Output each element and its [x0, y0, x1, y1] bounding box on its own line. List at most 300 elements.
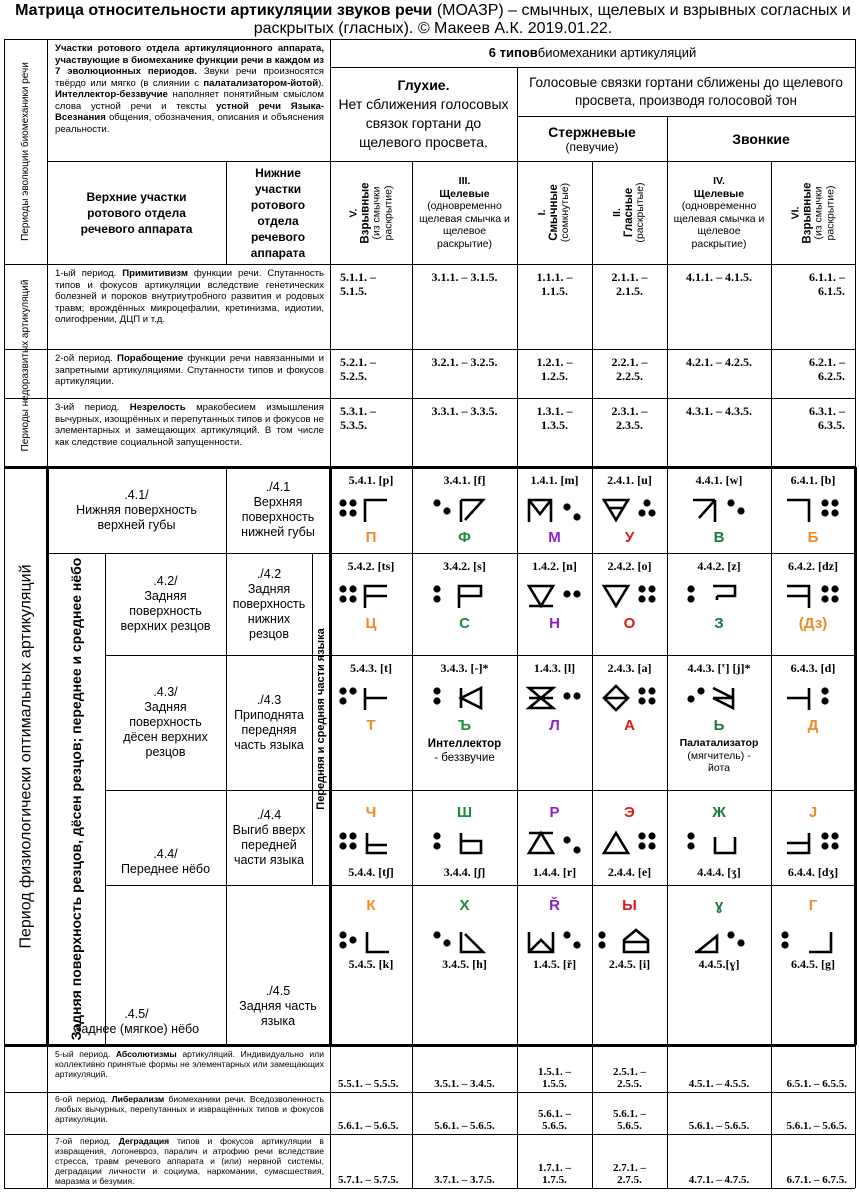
period-code: 2.7.1. – 2.7.5. — [613, 1162, 646, 1186]
articulation-cell — [412, 655, 517, 790]
lower-zone-1 — [226, 467, 330, 553]
period-code-cell — [412, 1134, 517, 1188]
type-sub: (раскрытые) — [634, 182, 647, 243]
articulation-dot — [433, 499, 440, 506]
period-name: Примитивизм — [122, 268, 188, 279]
articulation-dot — [443, 939, 450, 946]
zone-code: .4.1/ — [124, 487, 149, 502]
side-label-underdev: Периоды недоразвитых артикуляций — [19, 279, 31, 452]
articulation-dot — [433, 931, 440, 938]
period-number: 5-ый период. — [55, 1049, 116, 1059]
articulation-dot — [563, 503, 570, 510]
articulation-code: 5.4.1. [p] — [348, 473, 394, 487]
articulation-dot — [598, 931, 605, 938]
period-code-cell — [592, 349, 667, 398]
articulation-symbol — [433, 685, 497, 713]
articulation-glyph — [604, 586, 628, 606]
period-code: 6.2.1. – 6.2.5. — [809, 355, 845, 383]
articulation-code: 3.4.4. [ʃ] — [443, 865, 486, 879]
bottom-period-3 — [47, 1134, 330, 1188]
period-code-cell — [592, 1134, 667, 1188]
articulation-letter: Э — [624, 804, 635, 821]
articulation-dot — [433, 585, 440, 592]
articulation-glyph — [529, 688, 553, 708]
articulation-glyph — [787, 500, 809, 522]
articulation-glyph — [787, 586, 809, 608]
type-header-4 — [592, 161, 667, 264]
articulation-dot — [831, 509, 838, 516]
period-code: 5.6.1. – 5.6.5. — [688, 1120, 750, 1132]
articulation-dot — [339, 687, 346, 694]
articulation-dot — [349, 509, 356, 516]
period-code: 4.7.1. – 4.7.5. — [688, 1174, 750, 1186]
articulation-letter: Р — [549, 804, 560, 821]
upper-zone-4 — [105, 790, 226, 885]
articulation-symbol — [598, 830, 662, 858]
period-name: Абсолютизмы — [115, 1049, 177, 1059]
articulation-cell — [771, 467, 855, 553]
articulation-glyph — [787, 833, 809, 853]
articulation-glyph — [529, 500, 551, 522]
period-code: 1.1.1. – 1.1.5. — [536, 270, 573, 298]
articulation-code: 6.4.1. [b] — [790, 473, 836, 487]
articulation-cell — [330, 790, 412, 885]
articulation-symbol — [781, 497, 845, 525]
period-code: 5.2.1. – 5.2.5. — [340, 355, 376, 383]
articulation-code: 1.4.5. [ř] — [532, 957, 577, 971]
upper-zone-3 — [105, 655, 226, 790]
articulation-letter: Ч — [365, 804, 377, 821]
period-name: Порабощение — [117, 353, 184, 364]
type-num: IV. — [713, 175, 725, 187]
upper-zone-2 — [105, 553, 226, 655]
period-code: 6.7.1. – 6.7.5. — [786, 1174, 847, 1186]
articulation-dot — [737, 507, 744, 514]
period-code-cell — [667, 1092, 771, 1134]
side-label-underdev-cell — [4, 264, 47, 467]
articulation-glyph — [459, 586, 481, 608]
six-types-bold: 6 типов — [488, 45, 538, 60]
period-number: 2-ой период. — [55, 353, 118, 364]
articulation-letter: О — [623, 615, 636, 632]
six-types-header — [330, 39, 855, 67]
lower-zone-5 — [226, 885, 330, 1045]
period-code-cell — [771, 349, 855, 398]
articulation-symbol — [781, 583, 845, 611]
articulation-glyph — [529, 932, 553, 952]
articulation-dot — [349, 936, 356, 943]
articulation-symbol — [781, 830, 845, 858]
period-code-cell — [771, 264, 855, 349]
articulation-code: 1.4.3. [l] — [533, 661, 576, 675]
articulation-dot — [349, 595, 356, 602]
period-code-cell — [771, 1134, 855, 1188]
articulation-dot — [638, 697, 645, 704]
intro-cell — [47, 39, 330, 161]
articulation-symbol — [339, 497, 403, 525]
zone-name: Переднее нёбо — [120, 862, 211, 876]
grid-line — [4, 1188, 855, 1189]
articulation-code: 2.4.2. [o] — [607, 559, 652, 573]
articulation-glyph — [461, 500, 483, 522]
articulation-symbol — [687, 685, 751, 713]
side-label-optimal: Период физиологически оптимальных артикуляций — [16, 563, 34, 949]
articulation-dot — [697, 687, 704, 694]
articulation-dot — [781, 941, 788, 948]
type-sub: (сомкнутые) — [559, 182, 572, 243]
articulation-dot — [638, 687, 645, 694]
articulation-dot — [563, 692, 570, 699]
articulation-letter: Ц — [365, 615, 377, 632]
articulation-glyph — [624, 930, 648, 952]
articulation-cell — [592, 790, 667, 885]
articulation-dot — [339, 842, 346, 849]
zone-code: ./4.5 — [265, 984, 291, 998]
type-header-label-1 — [330, 161, 412, 264]
type-name: Взрывные — [800, 181, 813, 244]
articulation-code: 6.4.3. [d] — [790, 661, 836, 675]
type-header-6 — [771, 161, 855, 264]
type-num: VI. — [789, 206, 801, 219]
upper-zone-1 — [47, 467, 226, 553]
articulation-symbol — [598, 685, 662, 713]
period-code: 5.6.1. – 5.6.5. — [613, 1108, 646, 1132]
period-code-cell — [592, 398, 667, 467]
articulation-code: 4.4.2. [z] — [697, 559, 741, 573]
articulation-symbol — [687, 583, 751, 611]
articulation-cell — [592, 655, 667, 790]
period-code-cell — [771, 1092, 855, 1134]
articulation-dot — [563, 931, 570, 938]
articulation-symbol — [523, 830, 587, 858]
articulation-symbol — [598, 497, 662, 525]
articulation-symbol — [523, 583, 587, 611]
period-code-cell — [517, 1134, 592, 1188]
type-name: Взрывные — [358, 181, 371, 244]
articulation-cell — [412, 790, 517, 885]
articulation-letter: Л — [549, 717, 560, 734]
articulation-cell — [330, 885, 412, 1045]
articulation-dot — [821, 842, 828, 849]
side-label-evolution-cell — [4, 39, 47, 264]
articulation-code: 5.4.5. [k] — [348, 957, 394, 971]
articulation-code: 4.4.4. [ʒ] — [697, 865, 741, 879]
articulation-cell — [667, 790, 771, 885]
period-code: 1.7.1. – 1.7.5. — [538, 1162, 571, 1186]
articulation-dot — [831, 832, 838, 839]
articulation-dot — [648, 595, 655, 602]
articulation-cell — [592, 467, 667, 553]
articulation-letter: А — [624, 717, 635, 734]
zone-name: Задняя часть языка — [239, 999, 317, 1028]
period-code: 2.3.1. – 2.3.5. — [611, 404, 648, 432]
articulation-glyph — [367, 833, 387, 853]
articulation-symbol — [433, 497, 497, 525]
zone-code: .4.3/ — [153, 685, 178, 699]
zone-code: ./4.3 — [256, 692, 282, 707]
articulation-cell — [592, 553, 667, 655]
type-name: Смычные — [547, 184, 560, 241]
articulation-dot — [687, 832, 694, 839]
articulation-dot — [573, 941, 580, 948]
articulation-dot — [443, 507, 450, 514]
bottom-period-2 — [47, 1092, 330, 1134]
period-number: 3-ий период. — [55, 402, 130, 413]
zone-name: Задняя поверхность дёсен верхних резцов — [123, 700, 208, 759]
deaf-desc: Нет сближения голосовых связок гортани до щелевого просвета. — [338, 96, 509, 150]
articulation-cell — [771, 790, 855, 885]
articulation-dot — [339, 697, 346, 704]
period-number: 6-ой период. — [55, 1094, 112, 1104]
period-code-cell — [412, 398, 517, 467]
articulation-dot — [687, 585, 694, 592]
type-header-label-4 — [592, 161, 667, 264]
upper-zone-header: Верхние участки ротового отдела речевого аппарата — [80, 189, 193, 236]
articulation-letter: (Дз) — [798, 615, 828, 632]
period-code-cell — [412, 264, 517, 349]
articulation-letter: Ь — [713, 717, 725, 734]
period-code-cell — [517, 398, 592, 467]
period-code: 5.5.1. – 5.5.5. — [338, 1078, 399, 1090]
intellector-name: Интеллектор — [427, 738, 502, 750]
period-code: 4.5.1. – 4.5.5. — [688, 1078, 750, 1090]
articulation-symbol — [523, 685, 587, 713]
period-number: 1-ый период. — [55, 268, 123, 279]
palatalizer-label — [667, 737, 771, 775]
articulation-dot — [349, 585, 356, 592]
period-desc: артикуляций. Индивидуально или коллективно принятые формы не элементарных или замещающих артикуляций. — [55, 1049, 324, 1079]
articulation-dot — [339, 941, 346, 948]
articulation-cell — [667, 655, 771, 790]
type-header-label-3 — [517, 161, 592, 264]
zone-label-back: Задняя поверхность резцов, дёсен резцов; переднее и среднее нёбо — [68, 557, 84, 1041]
articulation-cell — [330, 553, 412, 655]
core-sub: (певучие) — [565, 139, 619, 154]
intro-lead: Участки ротового отдела артикуляционного аппарата, участвующие в биомеханике функции речи в каждом из 7 эволюционных периодов. — [55, 43, 324, 77]
articulation-dot — [433, 842, 440, 849]
lower-zone-header: Нижние участки ротового отдела речевого аппарата — [250, 165, 306, 260]
articulation-code: 1.4.2. [n] — [532, 559, 577, 573]
period-desc: функции речи навязанными и запретными артикуляциями. Спутанности типов и фокусов артикуляции. — [55, 353, 324, 388]
articulation-glyph — [713, 586, 735, 600]
period-code: 5.6.1. – 5.6.5. — [434, 1120, 495, 1132]
articulation-code: 2.4.4. [e] — [607, 865, 652, 879]
articulation-symbol — [523, 497, 587, 525]
type-header-2 — [412, 161, 517, 264]
top-period-1 — [47, 264, 330, 349]
articulation-symbol — [687, 929, 751, 957]
articulation-glyph — [693, 500, 715, 522]
articulation-letter: Ř — [549, 897, 560, 914]
period-name: Либерализм — [111, 1094, 165, 1104]
articulation-dot — [433, 697, 440, 704]
intro-text: наполняет понятийным смыслом слова устной речи и тексты — [55, 89, 324, 112]
articulation-code: 1.4.4. [r] — [532, 865, 577, 879]
side-label-optimal-cell — [4, 467, 47, 1045]
period-desc: типов и фокусов артикуляции в извращения, логоневроз, паралич и атрофию речи вследствие стресса, травм речевого аппарата и (или) нервной системы, деградации личности и социума, наркомании, сумасшествия, маразма и безумия. — [55, 1136, 324, 1186]
period-code: 5.3.1. – 5.3.5. — [340, 404, 376, 432]
type-sub: (из смычки раскрытие) — [812, 185, 836, 240]
articulation-cell — [330, 655, 412, 790]
articulation-glyph — [604, 500, 628, 520]
intro-intellector: Интеллектор-беззвучие — [55, 89, 168, 100]
deaf-header — [330, 67, 517, 161]
articulation-code: 3.4.5. [h] — [442, 957, 487, 971]
type-sub: (одновременно щелевая смычка и щелевое раскрытие) — [419, 200, 510, 250]
articulation-cell — [330, 467, 412, 553]
type-sub: (из смычки раскрытие) — [370, 185, 394, 240]
period-code-cell — [330, 349, 412, 398]
articulation-letter: Н — [549, 615, 560, 632]
palatalizer-name: Палатализатор — [679, 737, 759, 749]
articulation-symbol — [687, 830, 751, 858]
articulation-glyph — [695, 936, 717, 952]
articulation-dot — [831, 585, 838, 592]
period-code-cell — [667, 398, 771, 467]
palatalizer-desc: (мягчитель) - йота — [687, 749, 751, 774]
zone-name: Заднее (мягкое) нёбо — [73, 1022, 200, 1036]
period-code: 2.2.1. – 2.2.5. — [611, 355, 648, 383]
period-code-cell — [667, 1047, 771, 1092]
articulation-dot — [563, 836, 570, 843]
period-code: 3.5.1. – 3.4.5. — [434, 1078, 495, 1090]
articulation-letter: Ш — [456, 804, 473, 821]
period-code: 2.1.1. – 2.1.5. — [611, 270, 648, 298]
period-code-cell — [592, 264, 667, 349]
articulation-letter: К — [366, 897, 376, 914]
articulation-code: 6.4.5. [g] — [791, 957, 835, 971]
articulation-dot — [821, 585, 828, 592]
articulation-dot — [643, 499, 650, 506]
articulation-dot — [339, 509, 346, 516]
period-code-cell — [592, 1047, 667, 1092]
period-code-cell — [330, 398, 412, 467]
articulation-symbol — [598, 929, 662, 957]
articulation-glyph — [809, 932, 831, 952]
articulation-code: 3.4.3. [-]* — [440, 661, 489, 675]
articulation-symbol — [523, 929, 587, 957]
articulation-code: 5.4.4. [tʃ] — [348, 865, 394, 879]
period-code: 5.6.1. – 5.6.5. — [538, 1108, 571, 1132]
intellector-desc: - беззвучие — [434, 752, 495, 764]
articulation-dot — [831, 595, 838, 602]
zone-name: Выгиб вверх передней части языка — [232, 822, 306, 867]
zone-name: Задняя поверхность верхних резцов — [120, 589, 211, 633]
period-code: 6.5.1. – 6.5.5. — [786, 1078, 847, 1090]
articulation-glyph — [604, 686, 628, 710]
articulation-letter: Д — [807, 717, 819, 734]
articulation-code: 2.4.5. [i] — [608, 957, 651, 971]
articulation-symbol — [598, 583, 662, 611]
articulation-letter: Ф — [458, 529, 471, 546]
articulation-code: 3.4.2. [s] — [443, 559, 486, 573]
side-label-evolution: Периоды эволюции биомеханики речи — [19, 62, 31, 241]
articulation-dot — [638, 842, 645, 849]
articulation-dot — [349, 499, 356, 506]
articulation-cell — [517, 553, 592, 655]
articulation-dot — [339, 585, 346, 592]
articulation-letter: Ж — [712, 804, 726, 821]
period-code: 3.1.1. – 3.1.5. — [431, 270, 498, 284]
period-code-cell — [412, 1092, 517, 1134]
articulation-cell — [412, 467, 517, 553]
articulation-dot — [433, 595, 440, 602]
period-desc: биомеханики речи. Вседозволенность любых вычурных, перепутанных и извращённых типов и фокусов артикуляции. — [55, 1094, 324, 1124]
articulation-letter: М — [548, 529, 561, 546]
period-code: 3.3.1. – 3.3.5. — [431, 404, 498, 418]
articulation-letter: П — [365, 529, 377, 546]
title-rest: (МОАЗР) – смычных, щелевых и взрывных согласных и раскрытых (гласных). © Макеев А.К. 2019.01.22. — [253, 2, 851, 37]
articulation-symbol — [781, 929, 845, 957]
period-code: 2.5.1. – 2.5.5. — [613, 1066, 646, 1090]
articulation-dot — [349, 842, 356, 849]
type-num: III. — [458, 175, 471, 187]
period-code: 5.6.1. – 5.6.5. — [786, 1120, 847, 1132]
articulation-dot — [831, 499, 838, 506]
upper-zone-5 — [47, 885, 226, 1045]
period-code: 5.7.1. – 5.7.5. — [338, 1174, 399, 1186]
period-name: Деградация — [118, 1136, 170, 1146]
articulation-dot — [821, 499, 828, 506]
period-code-cell — [330, 264, 412, 349]
articulation-glyph — [365, 688, 387, 710]
top-period-2 — [47, 349, 330, 398]
articulation-letter: Х — [459, 897, 470, 914]
period-code: 1.3.1. – 1.3.5. — [536, 404, 573, 432]
period-code: 1.2.1. – 1.2.5. — [536, 355, 573, 383]
type-name: Щелевые — [439, 187, 490, 200]
articulation-symbol — [781, 685, 845, 713]
period-code: 4.2.1. – 4.2.5. — [686, 355, 752, 369]
articulation-dot — [648, 585, 655, 592]
period-name: Незрелость — [129, 402, 186, 413]
articulation-dot — [737, 939, 744, 946]
zone-code: ./4.4 — [256, 807, 282, 822]
period-code-cell — [517, 349, 592, 398]
intro-palatalizer: палатализатором-йотой — [203, 77, 319, 89]
articulation-symbol — [339, 830, 403, 858]
period-code-cell — [330, 1092, 412, 1134]
articulation-dot — [821, 595, 828, 602]
articulation-dot — [648, 509, 655, 516]
articulation-code: 4.4.5.[ɣ] — [698, 957, 740, 971]
articulation-letter: Б — [807, 529, 819, 546]
period-code: 6.1.1. – 6.1.5. — [809, 270, 845, 298]
type-name: Щелевые — [693, 187, 745, 200]
articulation-symbol — [433, 830, 497, 858]
articulation-letter: В — [713, 529, 725, 546]
articulation-code: 2.4.1. [u] — [607, 473, 652, 487]
articulation-dot — [349, 687, 356, 694]
period-code-cell — [667, 264, 771, 349]
articulation-dot — [638, 595, 645, 602]
articulation-dot — [727, 499, 734, 506]
articulation-glyph — [461, 688, 481, 708]
zone-code: .4.4/ — [153, 847, 178, 861]
zone-code: .4.5/ — [124, 1007, 149, 1021]
period-code: 4.3.1. – 4.3.5. — [686, 404, 752, 418]
articulation-glyph — [529, 833, 553, 853]
zone-name: Задняя поверхность нижних резцов — [232, 581, 306, 641]
articulation-dot — [648, 687, 655, 694]
title-bold: Матрица относительности артикуляции звуков речи — [15, 2, 433, 19]
articulation-cell — [667, 553, 771, 655]
articulation-code: 4.4.1. [w] — [695, 473, 743, 487]
articulation-cell — [517, 467, 592, 553]
articulation-cell — [771, 553, 855, 655]
period-code: 4.1.1. – 4.1.5. — [686, 270, 752, 284]
period-code-cell — [592, 1092, 667, 1134]
